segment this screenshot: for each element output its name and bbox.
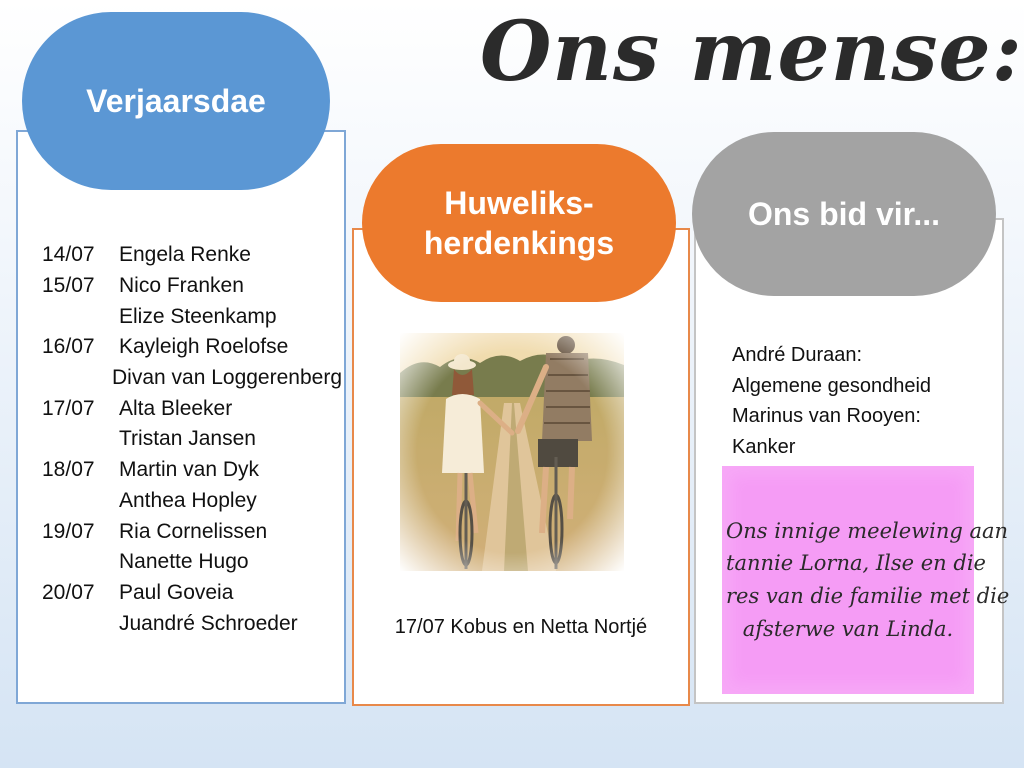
birthday-name: Juandré Schroeder <box>119 611 298 635</box>
birthday-name: Elize Steenkamp <box>119 304 277 328</box>
birthdays-list <box>42 240 342 639</box>
birthdays-heading-label: Verjaarsdae <box>86 83 266 119</box>
birthday-name: Tristan Jansen <box>119 427 256 451</box>
prayer-line: Marinus van Rooyen: <box>732 405 921 427</box>
birthday-date: 15/07 <box>42 274 95 298</box>
condolence-line: tannie Lorna, Ilse en die <box>726 551 986 576</box>
birthday-row <box>42 363 342 394</box>
prayer-heading <box>692 132 996 296</box>
prayer-list <box>732 340 992 462</box>
birthday-row <box>42 332 342 363</box>
anniversary-entry: 17/07 Kobus en Netta Nortjé <box>394 616 648 638</box>
birthdays-heading <box>22 12 330 190</box>
prayer-line: Algemene gesondheid <box>732 374 932 397</box>
condolence-line: res van die familie met die <box>726 584 1010 608</box>
birthday-date: 20/07 <box>42 580 95 604</box>
birthday-date: 16/07 <box>42 335 95 359</box>
birthday-name: Martin van Dyk <box>119 458 260 482</box>
birthday-row <box>42 424 342 455</box>
birthday-date: 19/07 <box>42 519 95 543</box>
birthday-row <box>42 271 342 302</box>
birthday-name: Kayleigh Roelofse <box>119 335 289 359</box>
birthday-row <box>42 486 342 517</box>
birthday-name: Engela Renke <box>119 243 251 267</box>
birthday-row <box>42 608 342 639</box>
birthday-row <box>42 578 342 609</box>
birthday-name: Anthea Hopley <box>119 488 257 512</box>
birthday-row <box>42 240 342 271</box>
birthday-name: Divan van Loggerenberg <box>112 366 342 390</box>
anniversaries-heading-line2: herdenkings <box>423 225 615 261</box>
birthday-date: 17/07 <box>42 396 95 420</box>
prayer-line: Kanker <box>732 435 796 458</box>
birthday-date: 18/07 <box>42 458 95 482</box>
couple-cycling-photo <box>400 333 624 571</box>
condolence-box <box>722 466 1010 694</box>
condolence-line: afsterwe van Linda. <box>742 616 954 641</box>
birthday-name: Paul Goveia <box>119 580 234 604</box>
condolence-line: Ons innige meelewing aan <box>726 518 1009 543</box>
birthday-row <box>42 455 342 486</box>
birthday-name: Nanette Hugo <box>119 550 249 574</box>
prayer-heading-label: Ons bid vir... <box>747 196 941 232</box>
birthday-name: Ria Cornelissen <box>119 519 268 543</box>
anniversaries-heading-line1: Huweliks- <box>444 185 594 221</box>
birthday-name: Alta Bleeker <box>119 396 233 420</box>
birthday-date: 14/07 <box>42 243 95 267</box>
anniversaries-heading <box>362 144 676 302</box>
birthday-row <box>42 516 342 547</box>
birthday-row <box>42 547 342 578</box>
birthday-row <box>42 393 342 424</box>
birthday-name: Nico Franken <box>119 274 244 298</box>
birthday-row <box>42 301 342 332</box>
prayer-line: André Duraan: <box>732 344 863 366</box>
page-title: Ons mense: <box>480 4 1023 100</box>
